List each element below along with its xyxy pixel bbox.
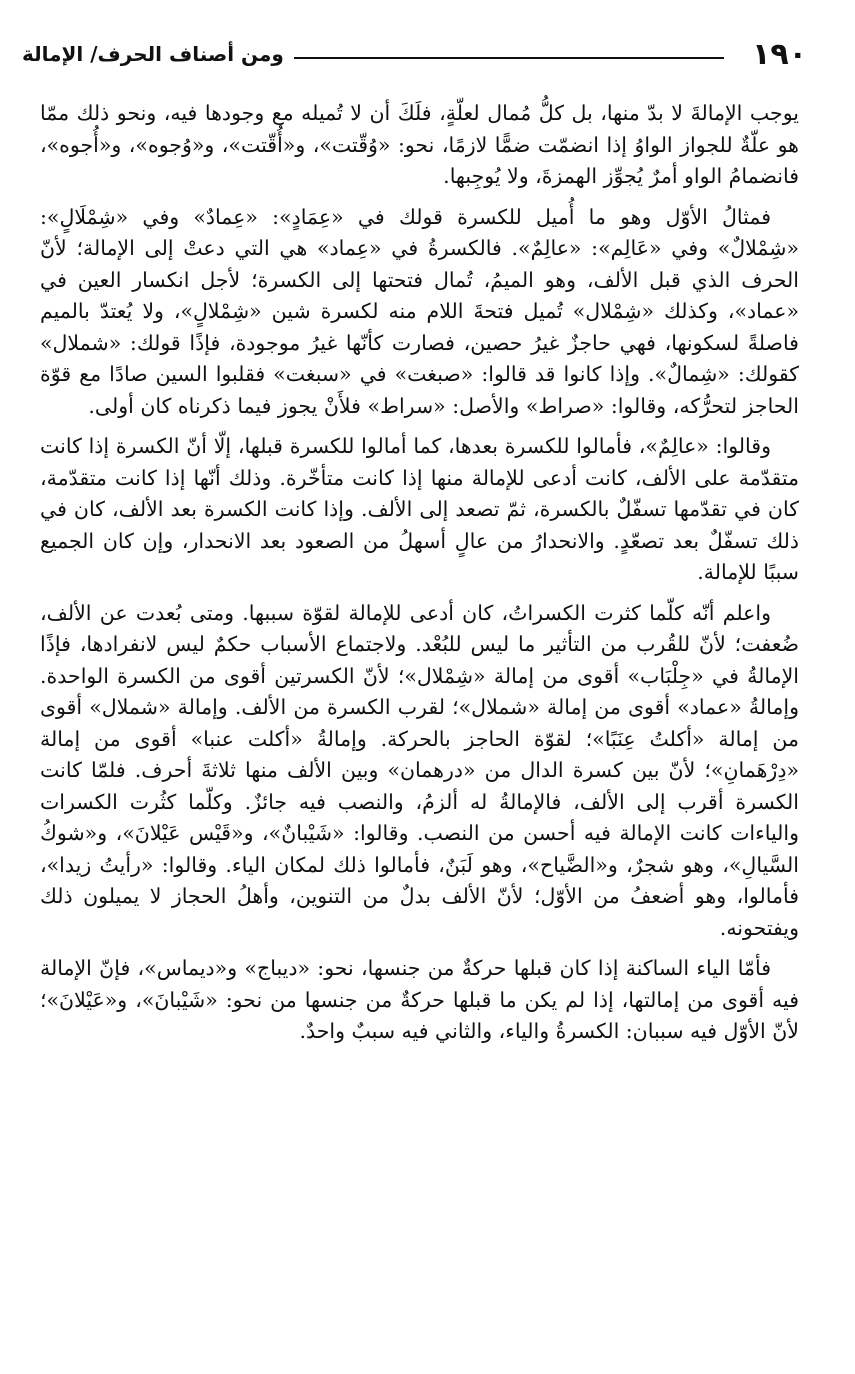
paragraph-1: يوجب الإمالةَ لا بدّ منها، بل كلُّ مُمال لعلّةٍ، فلَكَ أن لا تُميله مع وجودها فيه، ونحو ذلك ممّا هو علّةٌ للجواز الواوُ إذا انضمّت ضمًّا لازمًا، نحو: «وُقّتت»، و«أُقّتت»، و«وُجوه»، و«أُجوه»، فانضمامُ الواو أمرٌ يُجوِّز الهمزةَ، ولا يُوجِبها. bbox=[40, 101, 799, 188]
chapter-title: ومن أصناف الحرف/ الإمالة bbox=[22, 42, 284, 66]
paragraph-5: فأمّا الياء الساكنة إذا كان قبلها حركةٌ من جنسها، نحو: «ديباج» و«ديماس»، فإنّ الإمالة فيه أقوى من إمالتها، إذا لم يكن ما قبلها حركةٌ من جنسها من نحو: «شَيْبانَ»، و«عَيْلانَ»؛ لأنّ الأوّل فيه سببان: الكسرةُ والياء، والثاني فيه سببٌ واحدٌ. bbox=[40, 956, 799, 1043]
paragraph-3: وقالوا: «عالِمٌ»، فأمالوا للكسرة بعدها، كما أمالوا للكسرة قبلها، إلّا أنّ الكسرة إذا كانت متقدّمة على الألف، كانت أدعى للإمالة منها إذا كانت متأخّرة. وذلك أنّها إذا كانت متقدّمة، كان في تقدّمها تسفّلٌ بالكسرة، ثمّ تصعد إلى الألف. وإذا كانت الكسرة بعد الألف، كان في ذلك تسفّلٌ بعد تصعّدٍ. والانحدارُ من عالٍ أسهلُ من الصعود بعد الانحدار، وإن كان الجميع سببًا للإمالة. bbox=[40, 434, 799, 584]
paragraph-4: واعلم أنّه كلّما كثرت الكسراتُ، كان أدعى للإمالة لقوّة سببها. ومتى بُعدت عن الألف، ضُعفت؛ لأنّ للقُرب من التأثير ما ليس للبُعْد. ولاجتماع الأسباب حكمٌ ليس لانفرادها، فإذًا الإمالةُ في «جِلْبَاب» أقوى من إمالة «شِمْلال»؛ لأنّ الكسرتين أقوى من الكسرة الواحدة. وإمالةُ «عماد» أقوى من إمالة «شملال»؛ لقرب الكسرة من الألف. وإمالة «شملال» أقوى من إمالة «أكلتُ عِنَبًا»؛ لقوّة الحاجز بالحركة. وإمالةُ «أكلت عنبا» أقوى من إمالة «دِرْهَمانِ»؛ لأنّ بين كسرة الدال من «درهمان» وبين الألف منها ثلاثةَ أحرف. فلمّا كانت الكسرة أقرب إلى الألف، فالإمالةُ له ألزمُ، والنصب فيه جائزٌ. وكلّما كثُرت الكسرات والياءات كانت الإمالة فيه أحسن من النصب. وقالوا: «شَيْبانٌ»، و«قَيْس عَيْلانَ»، و«شوكُ السَّيالِ»، وهو شجرٌ، و«الضَّياح»، وهو لَبَنٌ، فأمالوا ذلك لمكان الياء. وقالوا: «رأيتُ زيدا»، فأمالوا، وهو أضعفُ من الأوّل؛ لأنّ الألف بدلٌ من التنوين، وأهلُ الحجاز لا يميلون ذلك ويفتحونه. bbox=[40, 600, 799, 940]
body-text bbox=[40, 98, 799, 1048]
paragraph-2: فمثالُ الأوّل وهو ما أُميل للكسرة قولك في «عِمَادٍ»: «عِمادٌ» وفي «شِمْلَالٍ»: «شِمْلالٌ» وفي «عَالِم»: «عالِمٌ». فالكسرةُ في «عِماد» هي التي دعتْ إلى الإمالة؛ لأنّ الحرف الذي قبل الألف، وهو الميمُ، تُمال فتحتها إلى الكسرة؛ لأجل انكسار العين في «عماد»، وكذلك «شِمْلال» تُميل فتحةَ اللام منه لكسرة شين «شِمْلالٍ»، ولا يُعتدّ بالميم فاصلةً لسكونها، فهي حاجزٌ غيرُ حصين، فصارت كأنّها غيرُ موجودة، فإذًا قولك: «شملال» كقولك: «شِمالٌ». وإذا كانوا قد قالوا: «صبغت» في «سبغت» فقلبوا السين صادًا مع قوّة الحاجز لتحرُّكه، وقالوا: «صراط» والأصل: «سراط» فلأَنْ يجوز فيما ذكرناه كان أولى. bbox=[40, 204, 799, 418]
page-number: ١٩٠ bbox=[752, 36, 807, 72]
header-rule bbox=[294, 57, 724, 59]
running-header bbox=[22, 30, 807, 78]
